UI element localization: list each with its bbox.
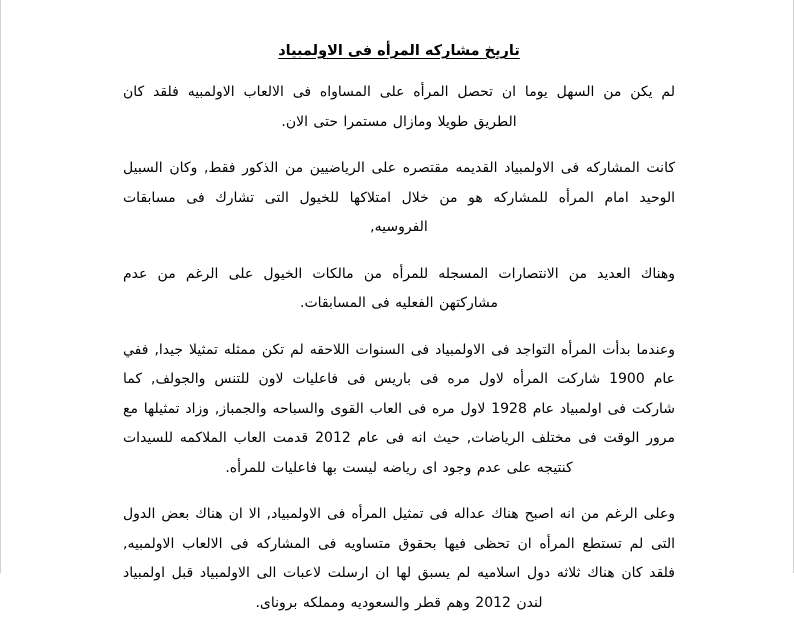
paragraph-2: كانت المشاركه فى الاولمبياد القديمه مقتصره على الرياضيين من الذكور فقط, وكان السبيل الوحيد امام المرأه للمشاركه هو من خلال امتلاكها للخيول التى تشارك فى مسابقات الفروسيه,	[123, 160, 675, 235]
paragraph-5: وعلى الرغم من انه اصبح هناك عداله فى تمثيل المرأه فى الاولمبياد, الا ان هناك بعض الدول التى لم تستطع المرأه ان تحظى فيها بحقوق متساويه فى المشاركه فى الالعاب الاولمبيه, فلقد كان هناك ثلاثه دول اسلاميه لم يسبق لها ان ارسلت لاعبات الى الاولمبياد قبل اولمبياد لندن 2012 وهم قطر والسعوديه ومملكه بروناى.	[123, 506, 675, 611]
page-title: تاريخ مشاركه المرأه فى الاولمبياد	[278, 43, 520, 59]
paragraph-4: وعندما بدأت المرأه التواجد فى الاولمبياد فى السنوات اللاحقه لم تكن ممثله تمثيلا جيدا, ففي عام 1900 شاركت المرأه لاول مره فى باريس فى فاعليات لاون للتنس والجولف, كما شاركت فى اولمبياد عام 1928 لاول مره فى العاب القوى والسباحه والجمباز, وزاد تمثيلها مع مرور الوقت فى مختلف الرياضات, حيث انه فى عام 2012 قدمت العاب الملاكمه للسيدات كنتيجه على عدم وجود اى رياضه ليست بها فاعليات للمرأه.	[123, 341, 676, 476]
paragraph-1: لم يكن من السهل يوما ان تحصل المرأه على المساواه فى الالعاب الاولمبيه فلقد كان الطريق طويلا ومازال مستمرا حتى الان.	[123, 84, 675, 130]
document-body	[123, 38, 675, 618]
paragraph-3: وهناك العديد من الانتصارات المسجله للمرأه من مالكات الخيول على الرغم من عدم مشاركتهن الفعليه فى المسابقات.	[123, 265, 675, 311]
